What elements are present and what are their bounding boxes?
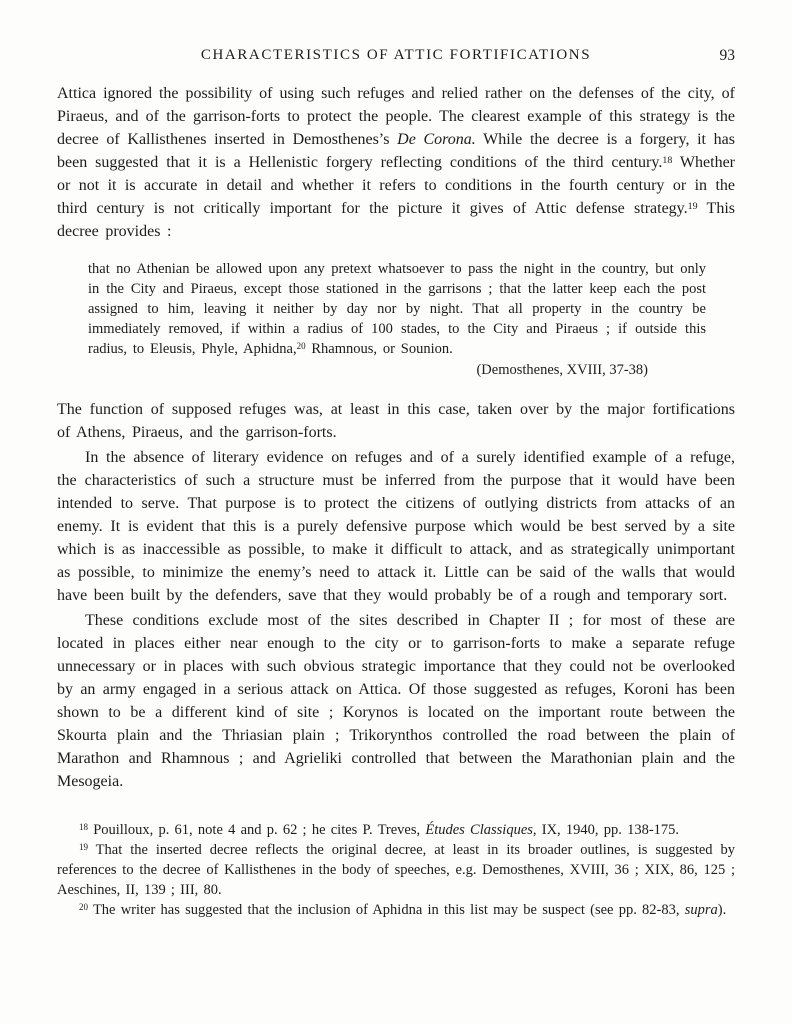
text-run: The writer has suggested that the inclusion of Aphidna in this list may be suspect (see pp. 82-83, xyxy=(87,902,685,918)
footnotes-section xyxy=(57,820,735,920)
running-title: CHARACTERISTICS OF ATTIC FORTIFICATIONS xyxy=(200,47,592,63)
italic-text-run: De Corona. xyxy=(397,131,476,148)
footnote-ref: 20 xyxy=(79,901,88,912)
text-run: This decree provides : xyxy=(57,200,735,240)
footnote-ref: 18 xyxy=(662,154,673,166)
quote-text xyxy=(88,259,706,359)
italic-text-run: supra xyxy=(684,902,718,918)
text-run: that no Athenian be allowed upon any pretext whatsoever to pass the night in the country, but only in the City and Piraeus, except those stationed in the garrisons ; that the latter keep each the post assigned to him, leaving it neither by day nor by night. That all property in the country be immediately removed, if within a radius of 100 stades, to the City and Piraeus ; if outside this radius, to Eleusis, Phyle, Aphidna, xyxy=(88,261,706,357)
paragraph-2: The function of supposed refuges was, at least in this case, taken over by the major fortifications of Athens, Piraeus, and the garrison-forts. xyxy=(57,401,735,441)
text-run: That the inserted decree reflects the original decree, at least in its broader outlines, is suggested by references to the decree of Kallisthenes in the body of speeches, e.g. Demosthenes, XVIII, 36 ; XIX, 86, 125 ; Aeschines, II, 139 ; III, 80. xyxy=(57,842,735,898)
footnote-ref: 18 xyxy=(79,821,88,832)
page-number: 93 xyxy=(719,47,735,64)
text-run: Pouilloux, p. 61, note 4 and p. 62 ; he cites P. Treves, xyxy=(87,822,426,838)
footnote-ref: 19 xyxy=(687,200,698,212)
text-run: , IX, 1940, pp. 138-175. xyxy=(532,822,680,838)
paragraph-3: In the absence of literary evidence on refuges and of a surely identified example of a refuge, the characteristics of such a structure must be inferred from the purpose that it would have been intended to serve. That purpose is to protect the citizens of outlying districts from attacks of an enemy. It is evident that this is a purely defensive purpose which would be best served by a site which is as inaccessible as possible, to make it difficult to attack, and as strategically unimportant as possible, to minimize the enemy’s need to attack it. Little can be said of the walls that would have been built by the defenders, save that they would probably be of a rough and temporary sort. xyxy=(57,449,735,604)
text-run: ). xyxy=(717,902,727,918)
quote-attribution: (Demosthenes, XVIII, 37-38) xyxy=(476,362,648,378)
text-run: Attica ignored the possibility of using such refuges and relied rather on the defenses of the city, of Piraeus, and of the garrison-forts to protect the people. The clearest example of this strategy is the decree of Kallisthenes inserted in Demosthenes’s xyxy=(57,85,735,148)
italic-text-run: Études Classiques xyxy=(425,822,533,838)
footnote-20 xyxy=(57,900,735,920)
running-head xyxy=(57,46,735,65)
footnote-ref: 19 xyxy=(79,841,88,852)
text-run: While the decree is a forgery, it has been suggested that it is a Hellenistic forgery reflecting conditions of the third century. xyxy=(57,131,735,171)
footnote-18 xyxy=(57,820,735,840)
paragraph-1 xyxy=(57,82,735,243)
block-quote xyxy=(88,259,706,380)
footnote-19 xyxy=(57,840,735,900)
paragraph-4: These conditions exclude most of the sites described in Chapter II ; for most of these are located in places either near enough to the city or to garrison-forts to make a separate refuge unnecessary or in places with such obvious strategic importance that they could not be overlooked by an army engaged in a serious attack on Attica. Of those suggested as refuges, Koroni has been shown to be a different kind of site ; Korynos is located on the important route between the Skourta plain and the Thriasian plain ; Trikorynthos controlled the road between the plain of Marathon and Rhamnous ; and Agrieliki controlled that between the Marathonian plain and the Mesogeia. xyxy=(57,612,735,790)
text-run: Rhamnous, or Sounion. xyxy=(305,341,453,357)
footnote-ref: 20 xyxy=(296,340,306,351)
text-run: Whether or not it is accurate in detail and whether it refers to conditions in the fourth century or in the third century is not critically important for the picture it gives of Attic defense strategy. xyxy=(57,154,735,217)
